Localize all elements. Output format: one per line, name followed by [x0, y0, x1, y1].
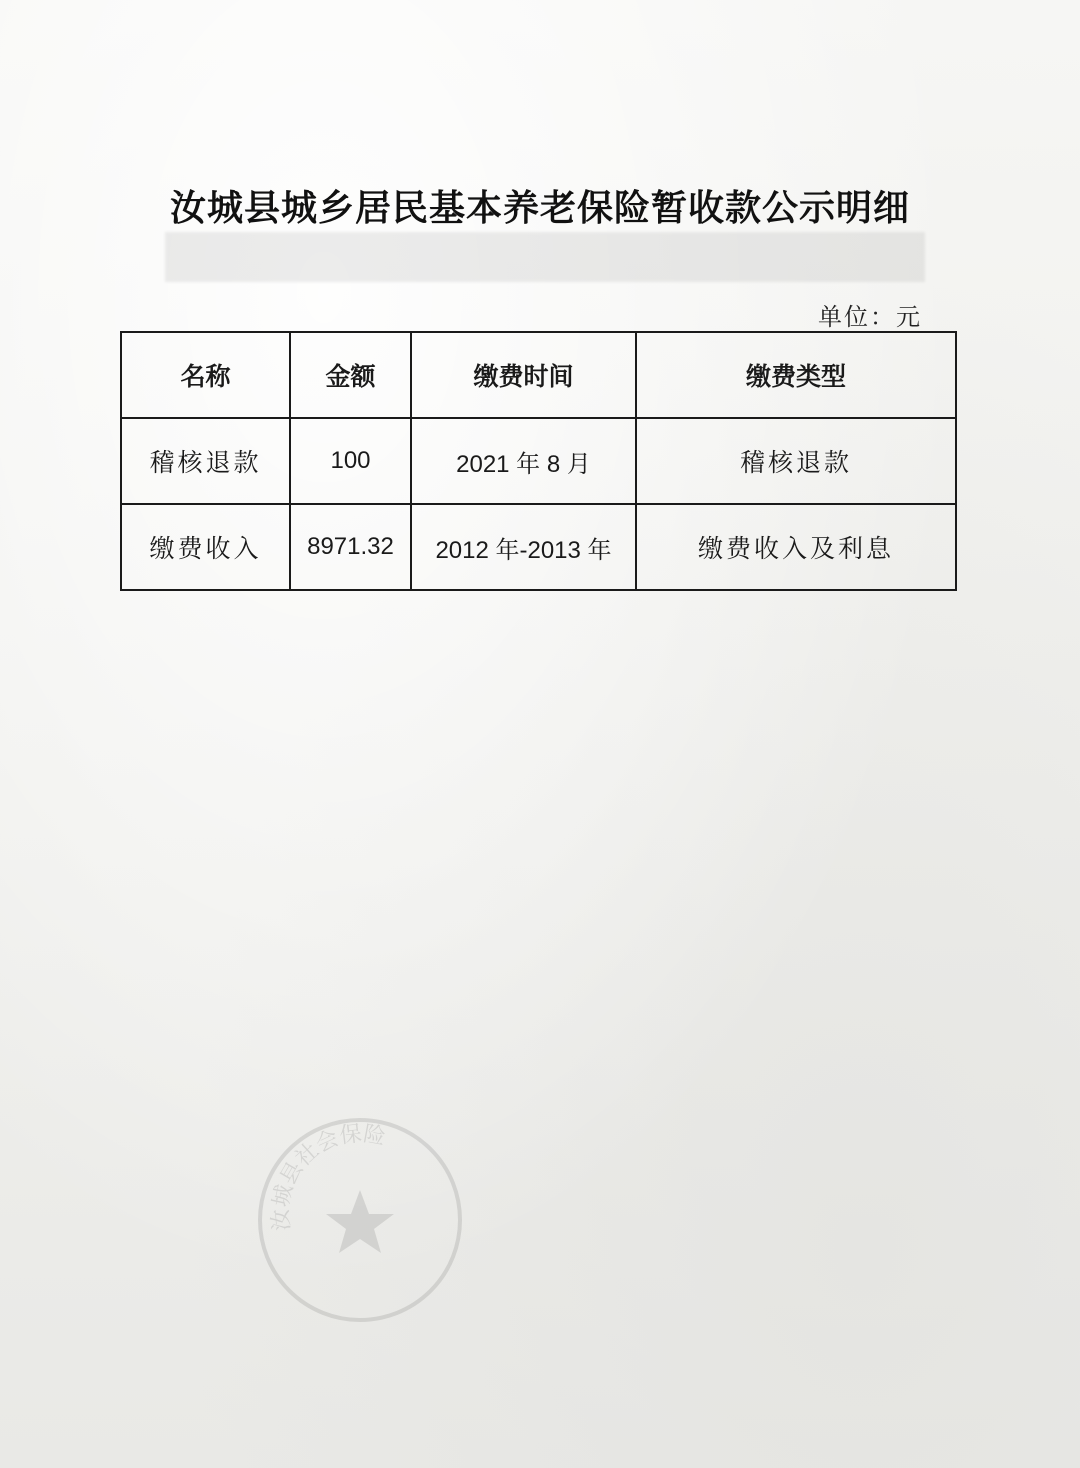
table-row — [121, 418, 956, 504]
header-name: 名称 — [121, 332, 290, 418]
detail-table — [120, 331, 957, 591]
header-payment-type: 缴费类型 — [636, 332, 956, 418]
cell-payment-time: 2012 年-2013 年 — [411, 504, 636, 590]
cell-payment-type: 稽核退款 — [636, 418, 956, 504]
cell-payment-time: 2021 年 8 月 — [411, 418, 636, 504]
cell-payment-type: 缴费收入及利息 — [636, 504, 956, 590]
cell-name: 缴费收入 — [121, 504, 290, 590]
header-payment-time: 缴费时间 — [411, 332, 636, 418]
svg-text:汝城县社会保险: 汝城县社会保险 — [268, 1121, 388, 1232]
unit-label: 单位：元 — [818, 303, 922, 331]
document-title: 汝城县城乡居民基本养老保险暂收款公示明细 — [169, 187, 910, 229]
header-amount: 金额 — [290, 332, 411, 418]
cell-amount: 8971.32 — [290, 504, 411, 590]
cell-amount: 100 — [290, 418, 411, 504]
table-row — [121, 504, 956, 590]
official-seal — [250, 1110, 470, 1330]
cell-name: 稽核退款 — [121, 418, 290, 504]
table-header-row — [121, 332, 956, 418]
star-icon — [326, 1190, 394, 1253]
bleed-through-text — [165, 222, 925, 294]
